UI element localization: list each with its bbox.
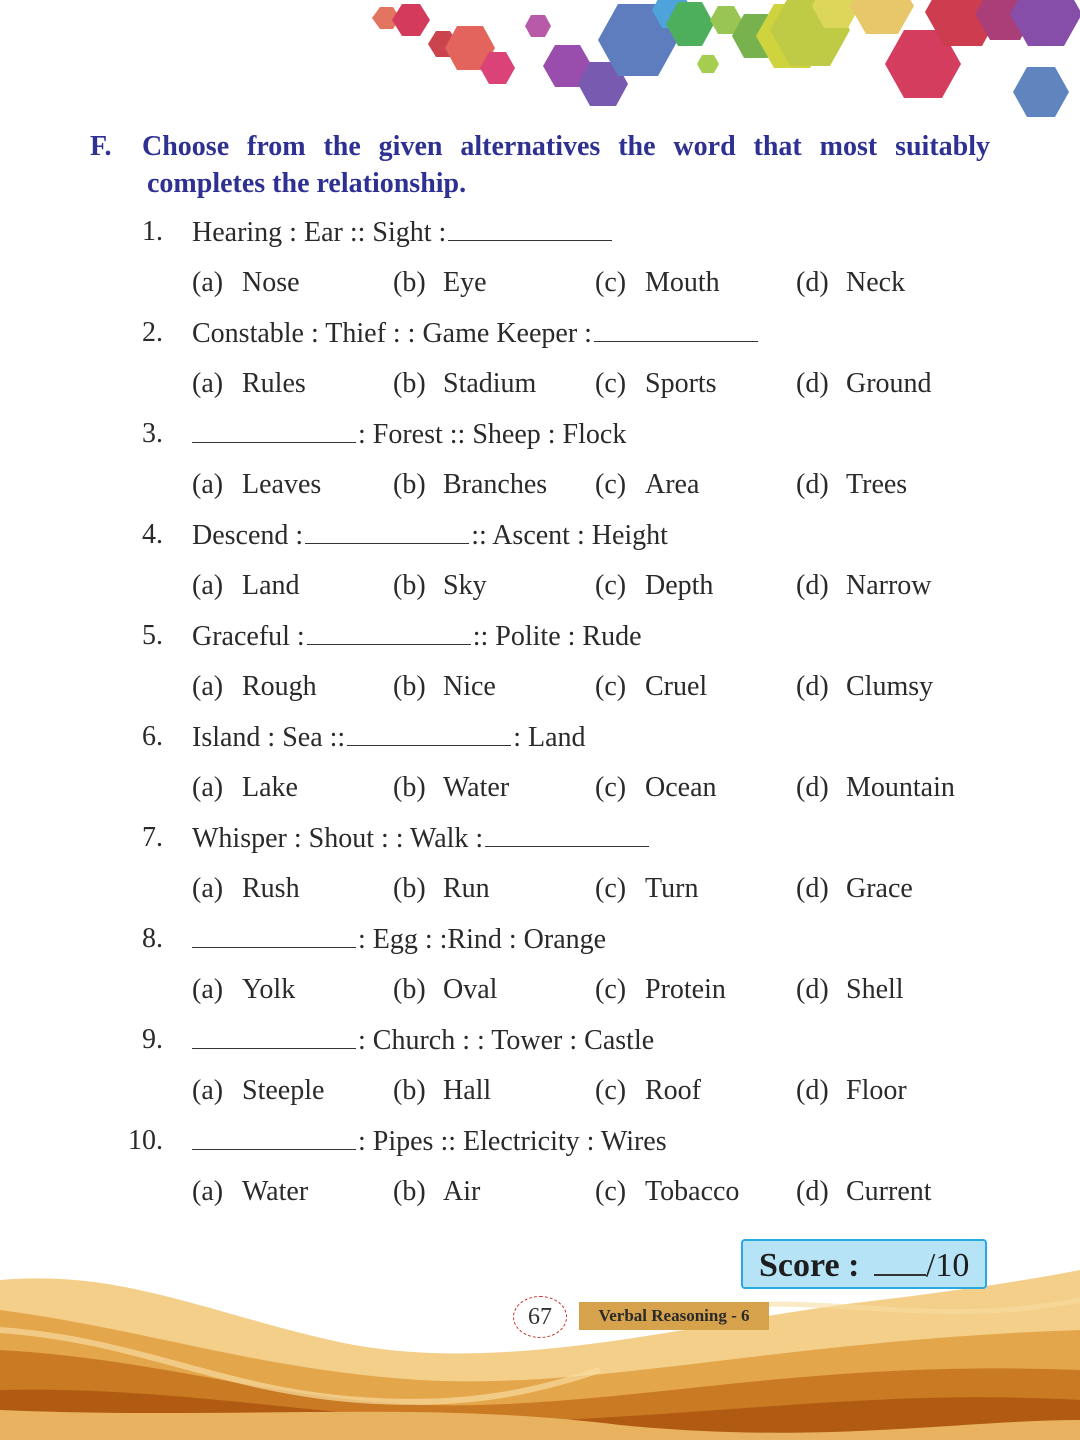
answer-option[interactable]: [192, 972, 295, 1008]
answer-option[interactable]: [192, 871, 300, 907]
answer-blank[interactable]: [307, 618, 471, 645]
answer-option[interactable]: [393, 1174, 480, 1210]
answer-option[interactable]: [796, 770, 955, 806]
option-text: Water: [242, 1176, 309, 1207]
option-label: (b): [393, 368, 426, 399]
option-label: (d): [796, 974, 829, 1005]
option-label: (c): [595, 1176, 627, 1207]
answer-option[interactable]: [192, 1174, 308, 1210]
answer-blank[interactable]: [305, 517, 469, 544]
question-number: 1.: [142, 216, 163, 247]
answer-blank[interactable]: [192, 1123, 356, 1150]
answer-option[interactable]: [796, 1174, 932, 1210]
option-text: Current: [846, 1176, 932, 1207]
option-text: Trees: [846, 469, 908, 500]
option-label: (d): [796, 469, 829, 500]
stem-after-blank: :: Polite : Rude: [472, 621, 642, 652]
option-label: (a): [192, 368, 224, 399]
option-label: (c): [595, 469, 627, 500]
stem-after-blank: : Land: [513, 722, 586, 753]
option-label: (a): [192, 671, 224, 702]
answer-option[interactable]: [393, 467, 547, 503]
option-text: Nice: [443, 671, 496, 702]
question-stem: [192, 315, 760, 352]
option-label: (c): [595, 772, 627, 803]
option-text: Grace: [846, 873, 913, 904]
answer-option[interactable]: [192, 1073, 324, 1109]
option-label: (a): [192, 469, 224, 500]
question-1: [0, 214, 1080, 250]
question-stem: [192, 416, 626, 453]
option-text: Lake: [242, 772, 298, 803]
option-text: Leaves: [242, 469, 322, 500]
stem-before-blank: Whisper : Shout : : Walk :: [192, 823, 484, 854]
question-number: 9.: [142, 1024, 163, 1055]
question-8-options: [0, 972, 1080, 1008]
answer-option[interactable]: [393, 871, 490, 907]
answer-blank[interactable]: [192, 921, 356, 948]
question-1-options: [0, 265, 1080, 301]
option-text: Stadium: [443, 368, 537, 399]
option-text: Air: [443, 1176, 481, 1207]
question-stem: [192, 719, 586, 756]
option-label: (d): [796, 570, 829, 601]
answer-option[interactable]: [796, 366, 932, 402]
instruction-line-2: completes the relationship.: [147, 168, 467, 199]
option-text: Neck: [846, 267, 906, 298]
option-text: Narrow: [846, 570, 932, 601]
option-label: (c): [595, 1075, 627, 1106]
answer-option[interactable]: [192, 265, 300, 301]
stem-after-blank: : Pipes :: Electricity : Wires: [358, 1126, 667, 1157]
option-label: (a): [192, 267, 224, 298]
option-text: Shell: [846, 974, 904, 1005]
option-text: Rush: [242, 873, 300, 904]
question-number: 6.: [142, 721, 163, 752]
option-text: Hall: [443, 1075, 492, 1106]
score-total: /10: [925, 1247, 970, 1284]
option-label: (c): [595, 873, 627, 904]
option-text: Water: [443, 772, 510, 803]
answer-blank[interactable]: [347, 719, 511, 746]
option-text: Oval: [443, 974, 498, 1005]
stem-after-blank: : Egg : :Rind : Orange: [358, 924, 607, 955]
answer-option[interactable]: [192, 366, 306, 402]
question-9: [0, 1022, 1080, 1058]
question-4-options: [0, 568, 1080, 604]
option-label: (c): [595, 368, 627, 399]
question-number: 7.: [142, 822, 163, 853]
option-text: Floor: [846, 1075, 907, 1106]
answer-option[interactable]: [595, 669, 707, 705]
answer-blank[interactable]: [192, 1022, 356, 1049]
option-label: (a): [192, 873, 224, 904]
answer-option[interactable]: [595, 568, 713, 604]
option-text: Area: [645, 469, 700, 500]
page-number: 67: [513, 1296, 567, 1338]
stem-after-blank: :: Ascent : Height: [471, 520, 668, 551]
option-text: Sports: [645, 368, 717, 399]
answer-option[interactable]: [796, 467, 907, 503]
option-text: Branches: [443, 469, 548, 500]
option-label: (a): [192, 570, 224, 601]
answer-option[interactable]: [595, 972, 726, 1008]
score-blank[interactable]: [874, 1246, 926, 1276]
stem-before-blank: Hearing : Ear :: Sight :: [192, 217, 447, 248]
option-text: Protein: [645, 974, 726, 1005]
option-label: (a): [192, 1075, 224, 1106]
answer-option[interactable]: [393, 366, 536, 402]
question-6-options: [0, 770, 1080, 806]
option-text: Yolk: [242, 974, 296, 1005]
hexagon-decoration: [0, 0, 1080, 130]
answer-option[interactable]: [595, 770, 717, 806]
option-label: (d): [796, 671, 829, 702]
section-letter: F.: [90, 131, 112, 162]
answer-option[interactable]: [192, 669, 317, 705]
question-2: [0, 315, 1080, 351]
option-label: (b): [393, 267, 426, 298]
option-text: Nose: [242, 267, 300, 298]
option-label: (b): [393, 772, 426, 803]
option-label: (c): [595, 570, 627, 601]
answer-option[interactable]: [192, 467, 321, 503]
score-box: [741, 1239, 987, 1289]
option-text: Depth: [645, 570, 714, 601]
option-label: (d): [796, 772, 829, 803]
answer-option[interactable]: [796, 972, 904, 1008]
question-5: [0, 618, 1080, 654]
option-text: Eye: [443, 267, 487, 298]
option-label: (c): [595, 671, 627, 702]
answer-option[interactable]: [796, 1073, 907, 1109]
answer-option[interactable]: [192, 770, 298, 806]
option-text: Rough: [242, 671, 317, 702]
answer-option[interactable]: [393, 1073, 491, 1109]
stem-before-blank: Constable : Thief : : Game Keeper :: [192, 318, 592, 349]
option-text: Steeple: [242, 1075, 325, 1106]
question-stem: [192, 517, 668, 554]
answer-option[interactable]: [595, 1174, 739, 1210]
option-text: Tobacco: [645, 1176, 740, 1207]
question-10: [0, 1123, 1080, 1159]
question-4: [0, 517, 1080, 553]
option-label: (c): [595, 974, 627, 1005]
option-text: Mouth: [645, 267, 720, 298]
option-label: (b): [393, 1176, 426, 1207]
option-text: Mountain: [846, 772, 955, 803]
stem-after-blank: : Forest :: Sheep : Flock: [358, 419, 627, 450]
section-heading: [90, 128, 990, 202]
option-label: (d): [796, 1176, 829, 1207]
question-stem: [192, 820, 651, 857]
answer-option[interactable]: [796, 265, 905, 301]
option-label: (b): [393, 974, 426, 1005]
answer-option[interactable]: [796, 568, 932, 604]
question-10-options: [0, 1174, 1080, 1210]
option-text: Run: [443, 873, 490, 904]
question-6: [0, 719, 1080, 755]
option-label: (b): [393, 570, 426, 601]
question-7-options: [0, 871, 1080, 907]
book-title-tag: Verbal Reasoning - 6: [579, 1302, 769, 1330]
question-number: 5.: [142, 620, 163, 651]
answer-blank[interactable]: [594, 315, 758, 342]
option-label: (c): [595, 267, 627, 298]
question-7: [0, 820, 1080, 856]
option-label: (b): [393, 1075, 426, 1106]
answer-option[interactable]: [796, 669, 933, 705]
answer-option[interactable]: [393, 265, 487, 301]
option-label: (d): [796, 368, 829, 399]
answer-blank[interactable]: [448, 214, 612, 241]
answer-option[interactable]: [393, 568, 487, 604]
option-text: Sky: [443, 570, 487, 601]
question-5-options: [0, 669, 1080, 705]
answer-option[interactable]: [595, 1073, 701, 1109]
question-number: 8.: [142, 923, 163, 954]
stem-before-blank: Descend :: [192, 520, 304, 551]
question-9-options: [0, 1073, 1080, 1109]
question-stem: [192, 1022, 654, 1059]
instruction-line-1: Choose from the given alternatives the word that most suitably: [142, 131, 990, 162]
option-label: (b): [393, 671, 426, 702]
answer-option[interactable]: [393, 770, 509, 806]
answer-option[interactable]: [595, 265, 720, 301]
answer-option[interactable]: [393, 972, 497, 1008]
option-text: Ocean: [645, 772, 717, 803]
question-stem: [192, 921, 606, 958]
option-text: Roof: [645, 1075, 701, 1106]
score-label: Score :: [759, 1247, 860, 1284]
question-stem: [192, 1123, 667, 1160]
option-label: (a): [192, 1176, 224, 1207]
option-text: Ground: [846, 368, 932, 399]
option-text: Cruel: [645, 671, 708, 702]
option-text: Clumsy: [846, 671, 934, 702]
question-stem: [192, 214, 614, 251]
question-8: [0, 921, 1080, 957]
option-label: (a): [192, 772, 224, 803]
option-text: Turn: [645, 873, 699, 904]
question-number: 3.: [142, 418, 163, 449]
answer-option[interactable]: [393, 669, 496, 705]
answer-blank[interactable]: [192, 416, 356, 443]
option-text: Land: [242, 570, 300, 601]
answer-option[interactable]: [192, 568, 300, 604]
option-label: (d): [796, 1075, 829, 1106]
stem-after-blank: : Church : : Tower : Castle: [358, 1025, 655, 1056]
question-3: [0, 416, 1080, 452]
answer-blank[interactable]: [485, 820, 649, 847]
option-label: (a): [192, 974, 224, 1005]
question-number: 4.: [142, 519, 163, 550]
option-text: Rules: [242, 368, 306, 399]
answer-option[interactable]: [595, 467, 699, 503]
question-2-options: [0, 366, 1080, 402]
option-label: (d): [796, 267, 829, 298]
question-number: 2.: [142, 317, 163, 348]
option-label: (b): [393, 469, 426, 500]
option-label: (b): [393, 873, 426, 904]
stem-before-blank: Island : Sea ::: [192, 722, 346, 753]
question-stem: [192, 618, 642, 655]
answer-option[interactable]: [595, 871, 698, 907]
answer-option[interactable]: [796, 871, 913, 907]
answer-option[interactable]: [595, 366, 717, 402]
question-3-options: [0, 467, 1080, 503]
stem-before-blank: Graceful :: [192, 621, 305, 652]
question-number: 10.: [128, 1125, 163, 1156]
option-label: (d): [796, 873, 829, 904]
